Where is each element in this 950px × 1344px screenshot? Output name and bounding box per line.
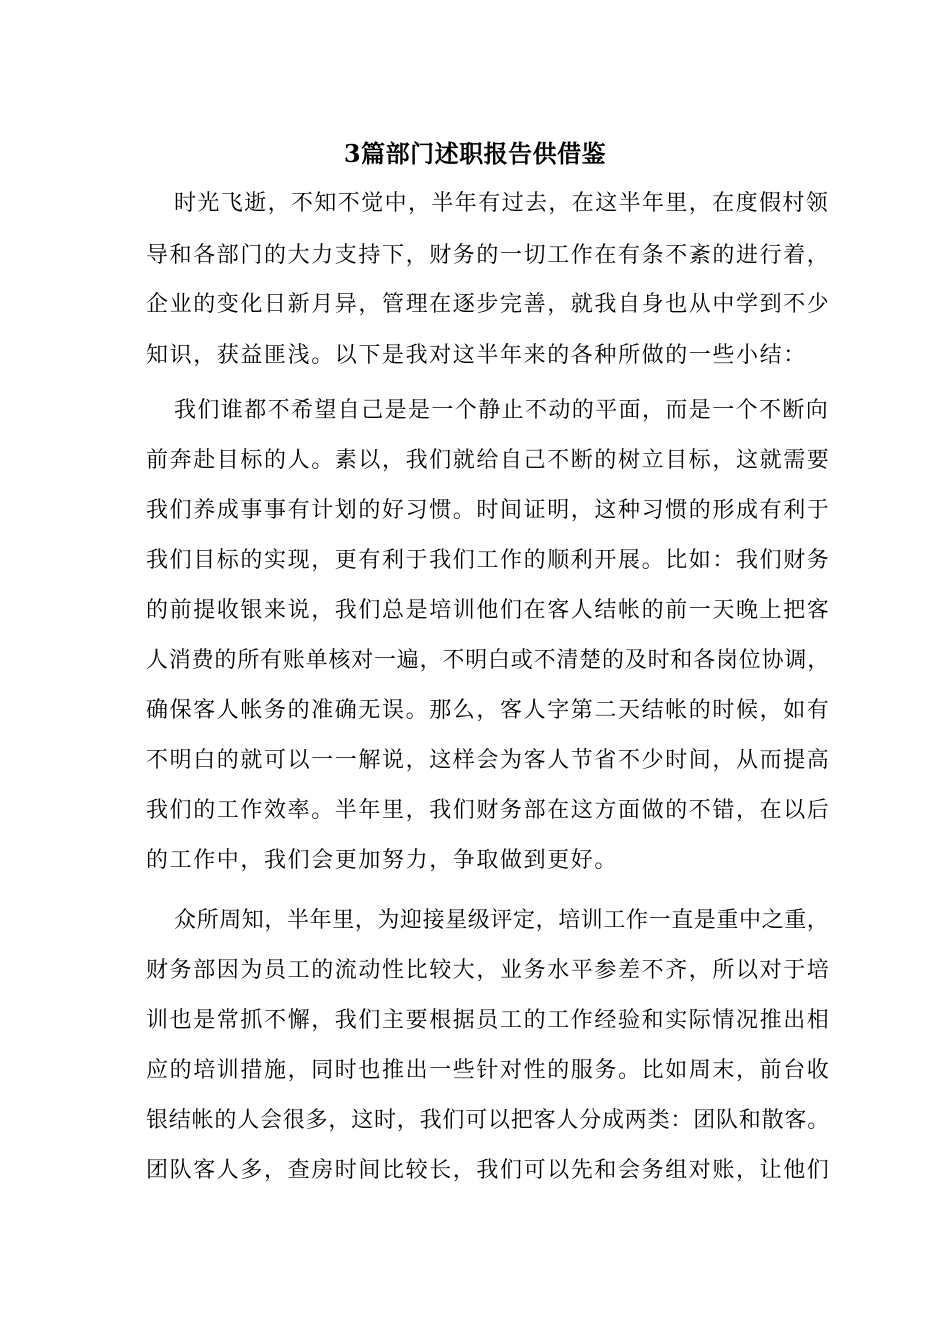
paragraph-2-line-5: 的前提收银来说，我们总是培训他们在客人结帐的前一天晚上把客: [146, 598, 831, 623]
document-title: 3篇部门述职报告供借鉴: [343, 139, 607, 168]
paragraph-2-line-7: 确保客人帐务的准确无误。那么，客人字第二天结帐的时候，如有: [146, 698, 831, 723]
paragraph-1-line-4: 知识，获益匪浅。以下是我对这半年来的各种所做的一些小结：: [146, 343, 807, 368]
paragraph-2-line-8: 不明白的就可以一一解说，这样会为客人节省不少时间，从而提高: [146, 748, 831, 773]
paragraph-3-line-6: 团队客人多，查房时间比较长，我们可以先和会务组对账，让他们: [146, 1158, 831, 1183]
paragraph-2-line-4: 我们目标的实现，更有利于我们工作的顺利开展。比如：我们财务: [146, 548, 831, 573]
paragraph-2-line-2: 前奔赴目标的人。素以，我们就给自己不断的树立目标，这就需要: [146, 448, 831, 473]
paragraph-2-line-3: 我们养成事事有计划的好习惯。时间证明，这种习惯的形成有利于: [146, 498, 831, 523]
paragraph-2-line-1: 我们谁都不希望自己是是一个静止不动的平面，而是一个不断向: [174, 398, 830, 423]
paragraph-1-line-2: 导和各部门的大力支持下，财务的一切工作在有条不紊的进行着，: [146, 243, 831, 268]
paragraph-3-line-3: 训也是常抓不懈，我们主要根据员工的工作经验和实际情况推出相: [146, 1008, 831, 1033]
paragraph-3-line-2: 财务部因为员工的流动性比较大，业务水平参差不齐，所以对于培: [146, 958, 831, 983]
paragraph-3-line-4: 应的培训措施，同时也推出一些针对性的服务。比如周末，前台收: [146, 1058, 831, 1083]
paragraph-1-line-1: 时光飞逝，不知不觉中，半年有过去，在这半年里，在度假村领: [174, 191, 830, 216]
paragraph-2-line-9: 我们的工作效率。半年里，我们财务部在这方面做的不错，在以后: [146, 798, 831, 823]
paragraph-3-line-5: 银结帐的人会很多，这时，我们可以把客人分成两类：团队和散客。: [146, 1108, 831, 1133]
paragraph-2-line-10: 的工作中，我们会更加努力，争取做到更好。: [146, 848, 619, 873]
paragraph-2-line-6: 人消费的所有账单核对一遍，不明白或不清楚的及时和各岗位协调，: [146, 648, 831, 673]
paragraph-3-line-1: 众所周知，半年里，为迎接星级评定，培训工作一直是重中之重，: [174, 908, 830, 933]
paragraph-1-line-3: 企业的变化日新月异，管理在逐步完善，就我自身也从中学到不少: [146, 292, 831, 317]
